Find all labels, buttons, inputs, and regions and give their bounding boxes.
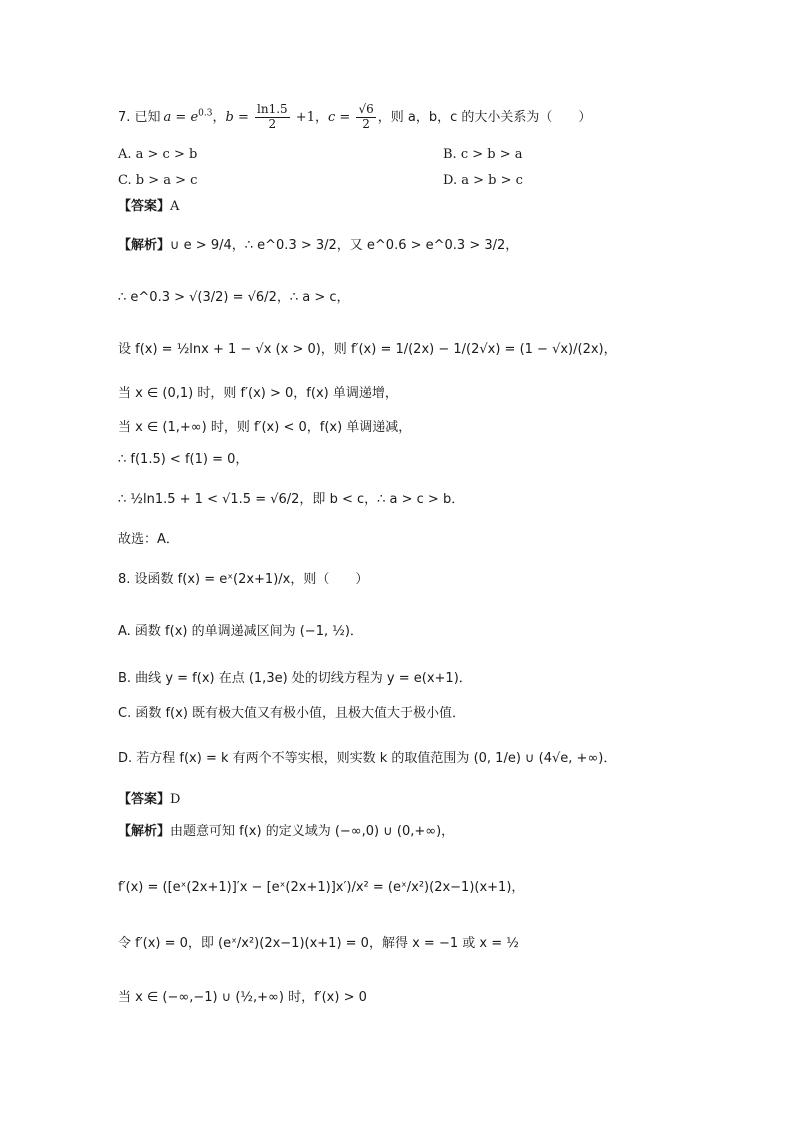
q7-step-4: 当 x ∈ (0,1) 时，则 f′(x) > 0，f(x) 单调递增， bbox=[118, 386, 398, 401]
q7-option-b: B. c > b > a bbox=[443, 147, 523, 162]
q8-answer bbox=[118, 792, 180, 808]
q8-stem: 8. 设函数 f(x) = eˣ(2x+1)/x，则（ ） bbox=[118, 572, 369, 587]
q8-option-d: D. 若方程 f(x) = k 有两个不等实根，则实数 k 的取值范围为 (0, 1/e) ∪ (4√e, +∞)． bbox=[118, 751, 617, 766]
q7-step-8: 故选：A． bbox=[118, 532, 179, 547]
q8-analysis-line-1 bbox=[118, 824, 454, 840]
q7-analysis-label: 【解析】 bbox=[118, 238, 171, 253]
q7-step-1: ∪ e > 9/4，∴ e^0.3 > 3/2，又 e^0.6 > e^0.3 > 3/2， bbox=[170, 238, 519, 253]
q7-step-5: 当 x ∈ (1,+∞) 时，则 f′(x) < 0，f(x) 单调递减， bbox=[118, 420, 412, 435]
q7-answer bbox=[118, 199, 179, 215]
q7-answer-label: 【答案】 bbox=[118, 199, 171, 214]
q7-prefix: 7. 已知 bbox=[118, 109, 161, 125]
q7-option-d: D. a > b > c bbox=[443, 173, 523, 188]
q7-option-a: A. a > c > b bbox=[118, 147, 198, 162]
q8-step-3: 令 f′(x) = 0，即 (eˣ/x²)(2x−1)(x+1) = 0，解得 x = −1 或 x = ½ bbox=[118, 936, 519, 951]
q8-answer-value: D bbox=[170, 792, 181, 807]
q7-step-2: ∴ e^0.3 > √(3/2) = √6/2，∴ a > c， bbox=[118, 290, 350, 305]
q7-c-def: c = $\frac{√6}{2}$ bbox=[327, 102, 374, 131]
q7-step-7: ∴ ½ln1.5 + 1 < √1.5 = √6/2，即 b < c，∴ a > c > b． bbox=[118, 492, 465, 507]
q7-answer-value: A bbox=[170, 199, 180, 214]
q8-step-2: f′(x) = ([eˣ(2x+1)]′x − [eˣ(2x+1)]x′)/x² = (eˣ/x²)(2x−1)(x+1)， bbox=[118, 880, 525, 895]
q7-option-c: C. b > a > c bbox=[118, 173, 198, 188]
q8-step-4: 当 x ∈ (−∞,−1) ∪ (½,+∞) 时，f′(x) > 0 bbox=[118, 990, 367, 1005]
q8-option-b: B. 曲线 y = f(x) 在点 (1,3e) 处的切线方程为 y = e(x+1)． bbox=[118, 671, 472, 686]
q8-answer-label: 【答案】 bbox=[118, 792, 171, 807]
q7-stem: 7. 已知 $a = e^{0.3}$ ， b = $\frac{\ln 1.5}{2}$ +1 ， c = $\frac{√6}{2}$ ，则 a，b，c 的大小关系为（ ） bbox=[118, 102, 592, 131]
q7-b-def: b = $\frac{\ln 1.5}{2}$ +1 bbox=[225, 102, 315, 131]
q7-step-6: ∴ f(1.5) < f(1) = 0， bbox=[118, 452, 249, 467]
q8-analysis-label: 【解析】 bbox=[118, 824, 171, 839]
q7-a-def: $a = e^{0.3}$ bbox=[163, 108, 213, 125]
q8-option-c: C. 函数 f(x) 既有极大值又有极小值，且极大值大于极小值． bbox=[118, 706, 466, 721]
q7-step-3: 设 f(x) = ½lnx + 1 − √x (x > 0)，则 f′(x) = 1/(2x) − 1/(2√x) = (1 − √x)/(2x)， bbox=[118, 342, 617, 357]
q8-step-1: 由题意可知 f(x) 的定义域为 (−∞,0) ∪ (0,+∞)， bbox=[170, 824, 455, 839]
q7-analysis-line-1 bbox=[118, 238, 518, 254]
q7-suffix: ，则 a，b，c 的大小关系为（ ） bbox=[377, 109, 592, 125]
q8-option-a: A. 函数 f(x) 的单调递减区间为 (−1, ½)． bbox=[118, 624, 363, 639]
